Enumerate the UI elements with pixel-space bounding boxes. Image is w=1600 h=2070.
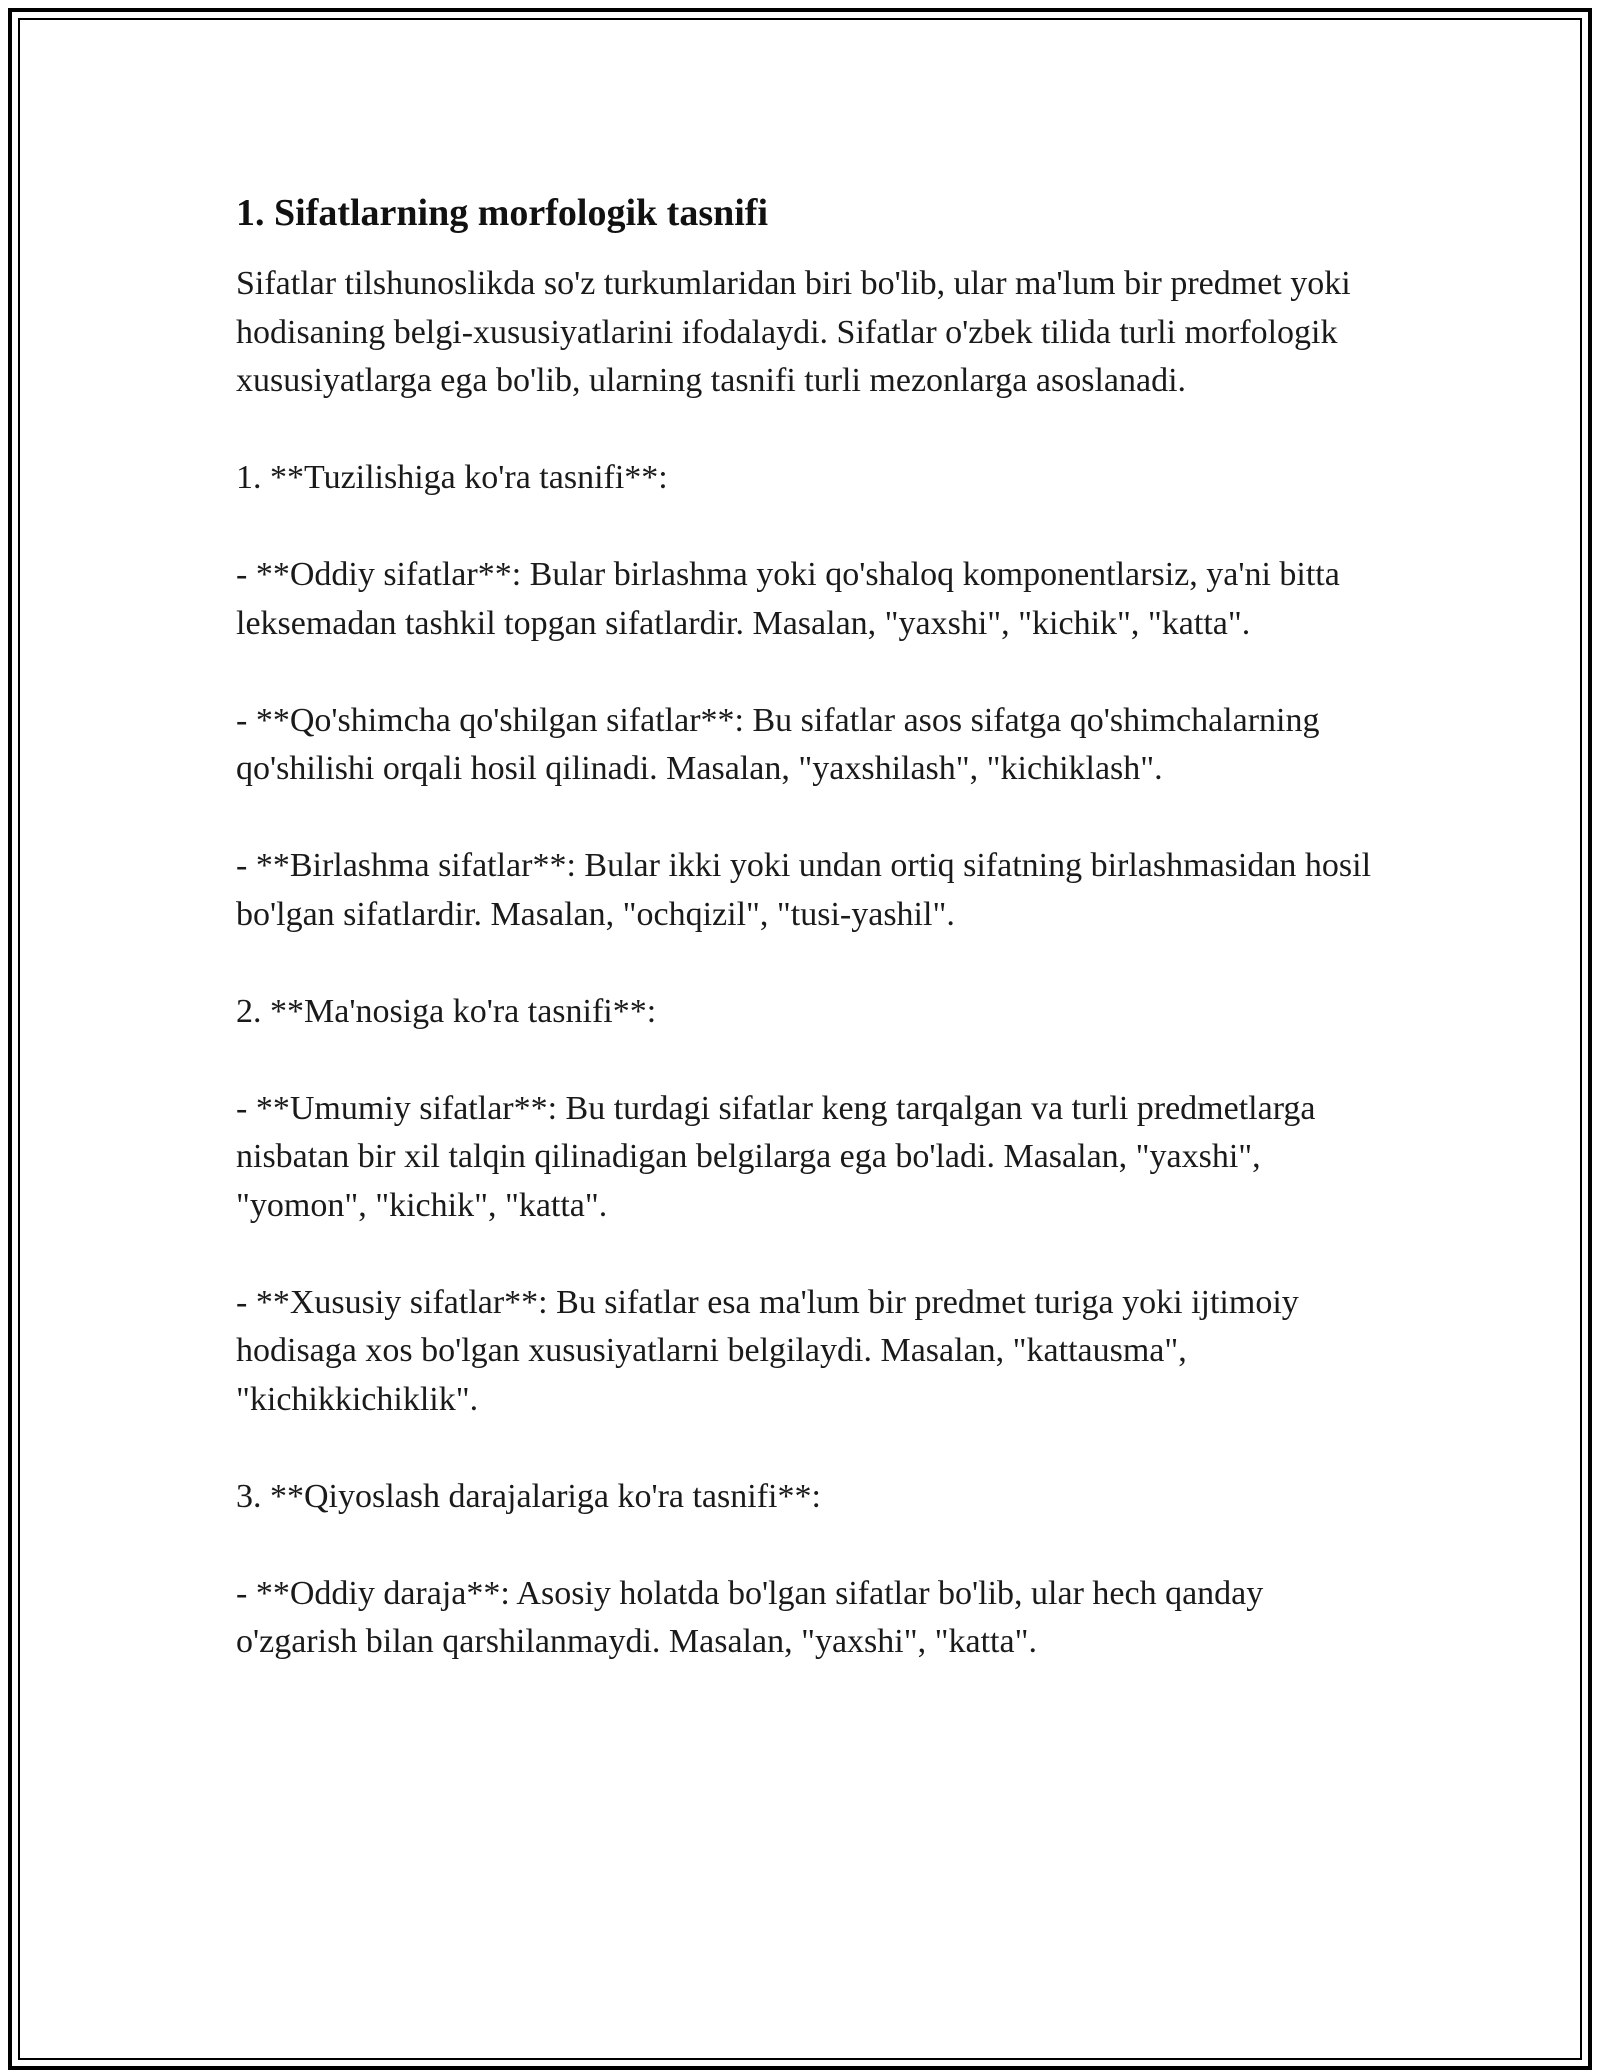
list-item-specific-adjectives: - **Xususiy sifatlar**: Bu sifatlar esa ma'lum bir predmet turiga yoki ijtimoiy hodisaga xos bo'lgan xususiyatlarni belgilaydi. Masalan, "kattausma", "kichikkichiklik". <box>236 1283 1299 1418</box>
list-item-general-adjectives: - **Umumiy sifatlar**: Bu turdagi sifatlar keng tarqalgan va turli predmetlarga nisbatan bir xil talqin qilinadigan belgilarga ega bo'ladi. Masalan, "yaxshi", "yomon", "kichik", "katta". <box>236 1089 1316 1224</box>
intro-paragraph: Sifatlar tilshunoslikda so'z turkumlaridan biri bo'lib, ular ma'lum bir predmet yoki hodisaning belgi-xususiyatlarini ifodalaydi. Sifatlar o'zbek tilida turli morfologik xususiyatlarga ega bo'lib, ularning tasnifi turli mezonlarga asoslanadi. <box>236 265 1351 399</box>
section-heading-structure: 1. **Tuzilishiga ko'ra tasnifi**: <box>236 459 668 496</box>
list-item-compound-adjectives: - **Birlashma sifatlar**: Bular ikki yoki undan ortiq sifatning birlashmasidan hosil bo'lgan sifatlardir. Masalan, "ochqizil", "tusi-yashil". <box>236 847 1372 933</box>
section-heading-comparison: 3. **Qiyoslash darajalariga ko'ra tasnifi**: <box>236 1477 821 1515</box>
section-heading-meaning: 2. **Ma'nosiga ko'ra tasnifi**: <box>236 992 657 1030</box>
document-body <box>236 188 1386 1667</box>
list-item-simple-degree: - **Oddiy daraja**: Asosiy holatda bo'lgan sifatlar bo'lib, ular hech qanday o'zgarish bilan qarshilanmaydi. Masalan, "yaxshi", "katta". <box>236 1574 1264 1660</box>
list-item-suffixed-adjectives: - **Qo'shimcha qo'shilgan sifatlar**: Bu sifatlar asos sifatga qo'shimchalarning qo'shilishi orqali hosil qilinadi. Masalan, "yaxshilash", "kichiklash". <box>236 701 1320 787</box>
list-item-simple-adjectives: - **Oddiy sifatlar**: Bular birlashma yoki qo'shaloq komponentlarsiz, ya'ni bitta leksemadan tashkil topgan sifatlardir. Masalan, "yaxshi", "kichik", "katta". <box>236 556 1340 642</box>
document-title: 1. Sifatlarning morfologik tasnifi <box>236 192 769 234</box>
